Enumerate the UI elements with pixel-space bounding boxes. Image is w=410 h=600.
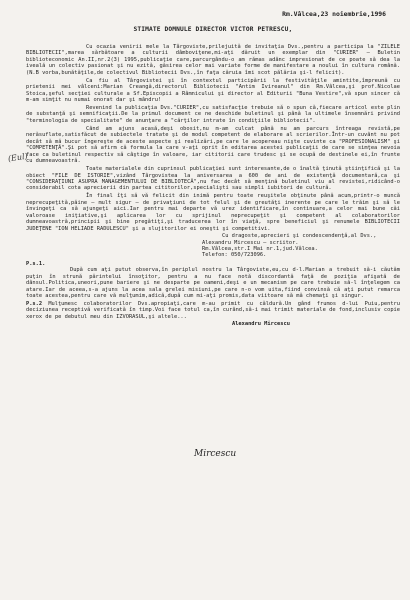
body-paragraph-6: În final îţi să vă felicit din inimă pentru toate reuşitele obţinute până acum,printr-o muncă neprecupeţită,păine – mult sigur – de privaţiuni de tot felul şi de greutăţi inerente pe care le trăim şi să le învingeţi ca să ajungeţi aici.Iar pentru mai departe vă urez identificare,în continuare,a celor mai bune căi valoroase iniţiative,şi aplicarea lor cu sprijinul neprecupeţit şi competent al colaboratorilor dumneavoastră,principii şi bine pregătiţi,şi traducerea lor în viaţă, spre beneficiul şi renumele BIBLIOTECII JUDEŢENE "ION HELIADE RADULESCU" şi a slujitorilor ei oneşti şi competitivi.	[26, 193, 400, 232]
ps2-label: P.s.2	[26, 300, 43, 307]
sender-name-title: Alexandru Mircescu – scriitor.	[202, 239, 299, 246]
letter-date: Rm.Vâlcea,23 noiembrie,1996	[282, 10, 386, 18]
closing-greeting: Cu dragoste,aprecieri şi condescendenţă,al Dvs.,	[222, 233, 377, 240]
sender-phone: Telefon: 050/723096.	[202, 252, 267, 259]
ps1-text: După cum aţi putut observa,în periplul nostru la Târgoviste,eu,cu d-l.Marian a trebuit să-i căutăm puţin în strună părintelui însoţitor, pentru a nu face notă discordantă faţă de poziţia afişată de dânsul.Politica,uneori,pune bariere şi ne desparte pe oameni,deşi e un mecanism pe care trebuie să-l înţelegem ca atare.Iar de aceea,s-a ajuns la acea sala grelei misiuni,pe care n-o vom uita,fiind convinsă că aţi putut remarca toate acestea,pentru care vă mulţumim,adică,după cum mi-aţi promis,data viitoare să mă chemaţi şi singur.	[26, 267, 400, 300]
handwritten-signature: Mircescu	[194, 449, 237, 459]
sender-address: Rm.Vâlcea,str.I Mai nr.1,jud.Vâlcea.	[202, 246, 318, 252]
body-paragraph-5: Toate materialele din cuprinsul publicaţiei sunt interesante,de o înaltă ţinută ştiinţifică şi la obiect "FILE DE ISTORIE",vizând Târgovistea la aniversarea a 600 de ani de existenţă documentară,ca şi "CONSIDERAŢIUNI ASUPRA MANAGEMENTULUI DE BIBLIOTECĂ",nu fac decât să menţină buletinul viu al revistei,ridicând-o considerabil cota aprecierii din partea cititorilor,specialişti sau simpli iubitori de cultură.	[26, 166, 400, 192]
letter-salutation: STIMATE DOMNULE DIRECTOR VICTOR PETRESCU,	[133, 26, 293, 34]
ps1-label: P.s.1.	[26, 260, 46, 267]
ps2-block	[26, 301, 400, 320]
ps2-text: Mulţumesc colaboratorilor Dvs.apropiaţi,care m-au primit cu căldură.Un gând frumos d-lui Puiu,pentru deciziunea receptivă verificată în timp.Voi face totul ca,în curând,să-i mai trimit materiale de fond,inclusiv copie xerox de pe debutul meu din IZVORASUL,şi altele...	[26, 300, 400, 320]
sender-signoff: Alexandru Mircescu	[232, 320, 290, 327]
body-paragraph-3: Revenind la publicaţia Dvs."CURIER",cu satisfacţie trebuie să o spun că,fiecare articol este plin de substanţă şi semnificaţii.De la primul document ce ne deschide buletinul şi până la ultimele însemnări privind "terminologia de specialitate" de anunţare a "cărţilor intrate în condiţiile bibliotecii".	[26, 104, 400, 124]
body-paragraph-2: Ca fiu al Târgovistei şi în contextul participării la festivităţile amintite,împreună cu prietenii mei vâlceni:Marian Creangă,directorul Bibliotecii "Antim Ivireanul" din Rm.Vâlcea,şi prof.Nicolae Stoica,şeful secţiei culturale a Sf.Episcopii a Râmnicului şi director al Editurii "Buna Vestire",vă spun sincer că m-am simţit nu numai onorat dar şi mândru!	[26, 77, 400, 104]
closing-block	[26, 233, 400, 259]
body-paragraph-1: Cu ocazia venirii mele la Târgoviste,prilejuită de invitaţia Dvs.,pentru a participa la "ZILELE BIBLIOTECII",marea sărbătoare a culturii dâmboviţene,mi-aţi dăruit un exemplar din "CURIER" – Buletin biblioteconomic An.II,nr.2(3) 1995,publicaţie care,parcurgându-o am rămas adânc impresionat de ce poate să dea la iveală un colectiv pasionat şi nu ezită, găsirea celor mai variate forme de manifestare a noului în cultura română.(N.B vorba,bunătăţile,de colectivul Bibliotecii Dvs.,în faţa căruia îmi scot pălăria şi-l felicit).	[26, 43, 400, 76]
handwritten-margin-note: (Eul)	[7, 151, 29, 164]
body-paragraph-4: Când am ajuns acasă,deşi obosit,nu m-am culcat până nu am parcurs întreaga revistă,pe nerăsuflate,satisfăcut de subiectele tratate şi de modul competent de elaborare al scrierilor.Într-un cuvânt nu pot decât să mă bucur îngereşte de aceste aspecte şi realizări,pe care le acopereau nişte cuvinte ca "PROFESIONALISM" şi "COMPETENŢĂ".Şi pot să afirm că formula la care v-aţi oprit în editarea acestei publicaţii de care se simţea nevoia face ca buletinul respectiv să câştige în valoare, iar cititorii care trudesc şi se ocupă de destinele ei,în frunte cu dumneavoastră.	[26, 125, 400, 165]
